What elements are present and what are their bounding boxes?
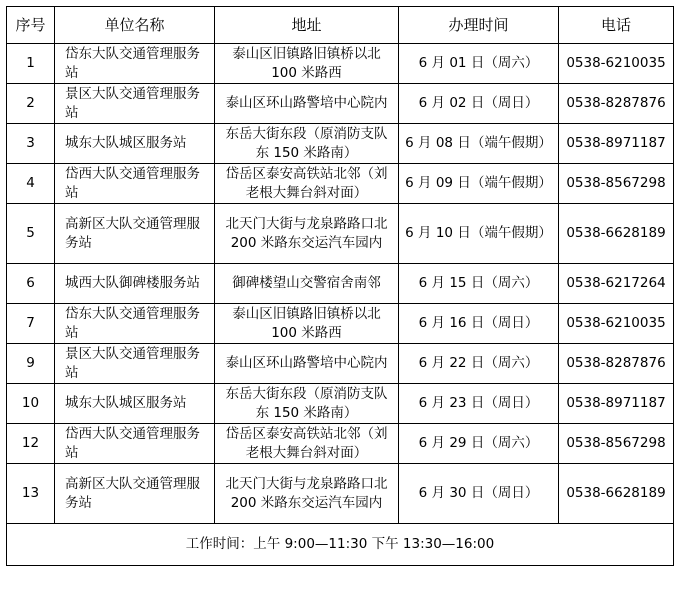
table-row [7,424,674,464]
address: 泰山区旧镇路旧镇桥以北 100 米路西 [215,44,399,84]
unit-name: 岱东大队交通管理服务站 [55,44,215,84]
unit-name: 高新区大队交通管理服务站 [55,464,215,524]
phone: 0538-6628189 [559,464,674,524]
unit-name: 岱西大队交通管理服务站 [55,164,215,204]
service-time: 6 月 16 日（周日） [399,304,559,344]
phone: 0538-6217264 [559,264,674,304]
header-unit: 单位名称 [55,7,215,44]
header-no: 序号 [7,7,55,44]
address: 东岳大街东段（原消防支队东 150 米路南） [215,384,399,424]
header-phone: 电话 [559,7,674,44]
phone: 0538-6210035 [559,44,674,84]
phone: 0538-8567298 [559,164,674,204]
row-number: 6 [7,264,55,304]
address: 北天门大街与龙泉路路口北 200 米路东交运汽车园内 [215,464,399,524]
service-time: 6 月 10 日（端午假期） [399,204,559,264]
working-hours-note: 工作时间：上午 9:00—11:30 下午 13:30—16:00 [7,524,674,566]
table-row [7,344,674,384]
row-number: 7 [7,304,55,344]
address: 岱岳区泰安高铁站北邻（刘老根大舞台斜对面） [215,424,399,464]
header-address: 地址 [215,7,399,44]
service-time: 6 月 23 日（周日） [399,384,559,424]
address: 泰山区环山路警培中心院内 [215,84,399,124]
phone: 0538-6210035 [559,304,674,344]
phone: 0538-8971187 [559,124,674,164]
service-time: 6 月 02 日（周日） [399,84,559,124]
address: 岱岳区泰安高铁站北邻（刘老根大舞台斜对面） [215,164,399,204]
service-time: 6 月 30 日（周日） [399,464,559,524]
row-number: 4 [7,164,55,204]
service-time: 6 月 08 日（端午假期） [399,124,559,164]
service-time: 6 月 29 日（周六） [399,424,559,464]
service-time: 6 月 01 日（周六） [399,44,559,84]
table-row [7,264,674,304]
table-row [7,124,674,164]
service-time: 6 月 09 日（端午假期） [399,164,559,204]
row-number: 9 [7,344,55,384]
unit-name: 岱东大队交通管理服务站 [55,304,215,344]
header-row [7,7,674,44]
row-number: 10 [7,384,55,424]
table-row [7,164,674,204]
unit-name: 岱西大队交通管理服务站 [55,424,215,464]
unit-name: 景区大队交通管理服务站 [55,344,215,384]
address: 北天门大街与龙泉路路口北 200 米路东交运汽车园内 [215,204,399,264]
service-time: 6 月 15 日（周六） [399,264,559,304]
footer-row [7,524,674,566]
header-time: 办理时间 [399,7,559,44]
unit-name: 城东大队城区服务站 [55,384,215,424]
phone: 0538-8287876 [559,84,674,124]
table-row [7,304,674,344]
phone: 0538-8567298 [559,424,674,464]
address: 泰山区环山路警培中心院内 [215,344,399,384]
address: 泰山区旧镇路旧镇桥以北 100 米路西 [215,304,399,344]
table-row [7,44,674,84]
row-number: 2 [7,84,55,124]
unit-name: 城东大队城区服务站 [55,124,215,164]
phone: 0538-8971187 [559,384,674,424]
table-row [7,84,674,124]
address: 东岳大街东段（原消防支队东 150 米路南） [215,124,399,164]
row-number: 12 [7,424,55,464]
row-number: 5 [7,204,55,264]
row-number: 1 [7,44,55,84]
table-row [7,204,674,264]
table-row [7,464,674,524]
unit-name: 景区大队交通管理服务站 [55,84,215,124]
table-row [7,384,674,424]
unit-name: 高新区大队交通管理服务站 [55,204,215,264]
unit-name: 城西大队御碑楼服务站 [55,264,215,304]
phone: 0538-8287876 [559,344,674,384]
phone: 0538-6628189 [559,204,674,264]
address: 御碑楼望山交警宿舍南邻 [215,264,399,304]
row-number: 13 [7,464,55,524]
schedule-table [6,6,674,566]
row-number: 3 [7,124,55,164]
service-time: 6 月 22 日（周六） [399,344,559,384]
